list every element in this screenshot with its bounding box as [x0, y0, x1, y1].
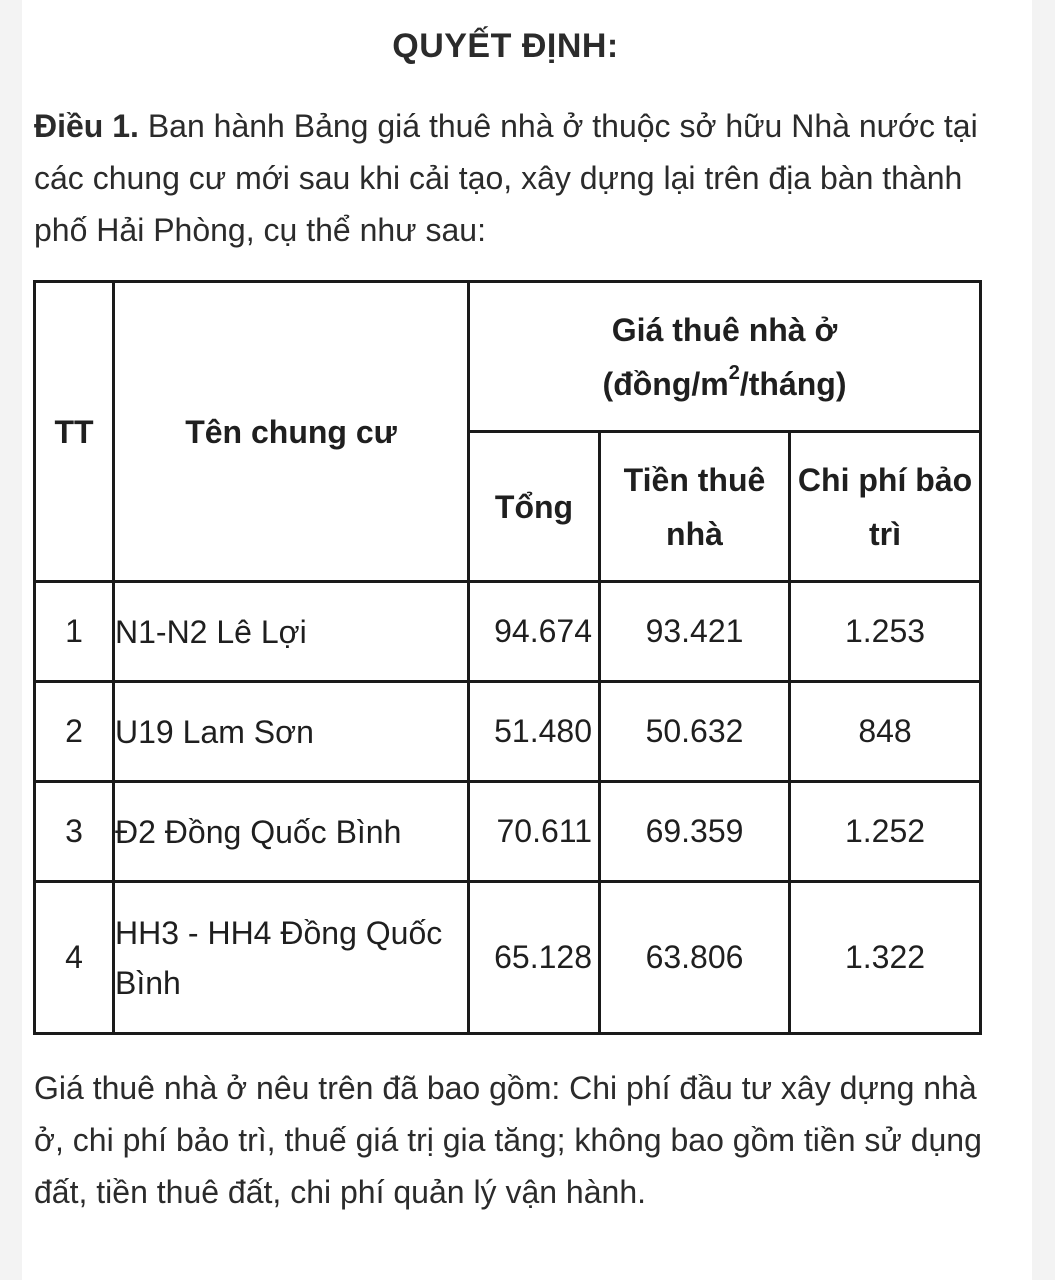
cell-name: U19 Lam Sơn [114, 682, 469, 782]
table-row [35, 582, 981, 682]
header-name: Tên chung cư [114, 282, 469, 582]
cell-rent: 93.421 [600, 582, 790, 682]
header-price-unit-post: /tháng) [739, 365, 847, 402]
cell-tt: 4 [35, 882, 114, 1034]
header-price-group-line1: Giá thuê nhà ở [611, 311, 838, 348]
header-price-group [469, 282, 981, 432]
cell-rent: 63.806 [600, 882, 790, 1034]
header-total: Tổng [469, 432, 600, 582]
cell-total: 94.674 [469, 582, 600, 682]
header-price-unit-sup: 2 [728, 361, 740, 384]
table-row [35, 682, 981, 782]
cell-maintenance: 1.322 [790, 882, 981, 1034]
header-rent: Tiền thuê nhà [600, 432, 790, 582]
cell-tt: 2 [35, 682, 114, 782]
article-paragraph [34, 100, 994, 256]
cell-rent: 50.632 [600, 682, 790, 782]
cell-name: HH3 - HH4 Đồng Quốc Bình [114, 882, 469, 1034]
cell-total: 51.480 [469, 682, 600, 782]
cell-name: N1-N2 Lê Lợi [114, 582, 469, 682]
table-row [35, 782, 981, 882]
table-row [35, 882, 981, 1034]
cell-total: 65.128 [469, 882, 600, 1034]
cell-total: 70.611 [469, 782, 600, 882]
note-paragraph: Giá thuê nhà ở nêu trên đã bao gồm: Chi phí đầu tư xây dựng nhà ở, chi phí bảo trì, thuế giá trị gia tăng; không bao gồm tiền sử dụng đất, tiền thuê đất, chi phí quản lý vận hành. [34, 1070, 982, 1210]
cell-rent: 69.359 [600, 782, 790, 882]
decision-title: QUYẾT ĐỊNH: [392, 27, 619, 65]
cell-tt: 3 [35, 782, 114, 882]
cell-maintenance: 1.252 [790, 782, 981, 882]
cell-name: Đ2 Đồng Quốc Bình [114, 782, 469, 882]
rent-price-table [33, 280, 982, 1035]
header-price-unit-pre: (đồng/m [602, 365, 729, 402]
article-label: Điều 1. [34, 108, 139, 144]
article-text: Ban hành Bảng giá thuê nhà ở thuộc sở hữu Nhà nước tại các chung cư mới sau khi cải tạo, xây dựng lại trên địa bàn thành phố Hải Phòng, cụ thể như sau: [34, 108, 978, 248]
header-tt: TT [35, 282, 114, 582]
cell-maintenance: 848 [790, 682, 981, 782]
header-maintenance: Chi phí bảo trì [790, 432, 981, 582]
cell-maintenance: 1.253 [790, 582, 981, 682]
cell-tt: 1 [35, 582, 114, 682]
header-price-unit [602, 361, 847, 402]
